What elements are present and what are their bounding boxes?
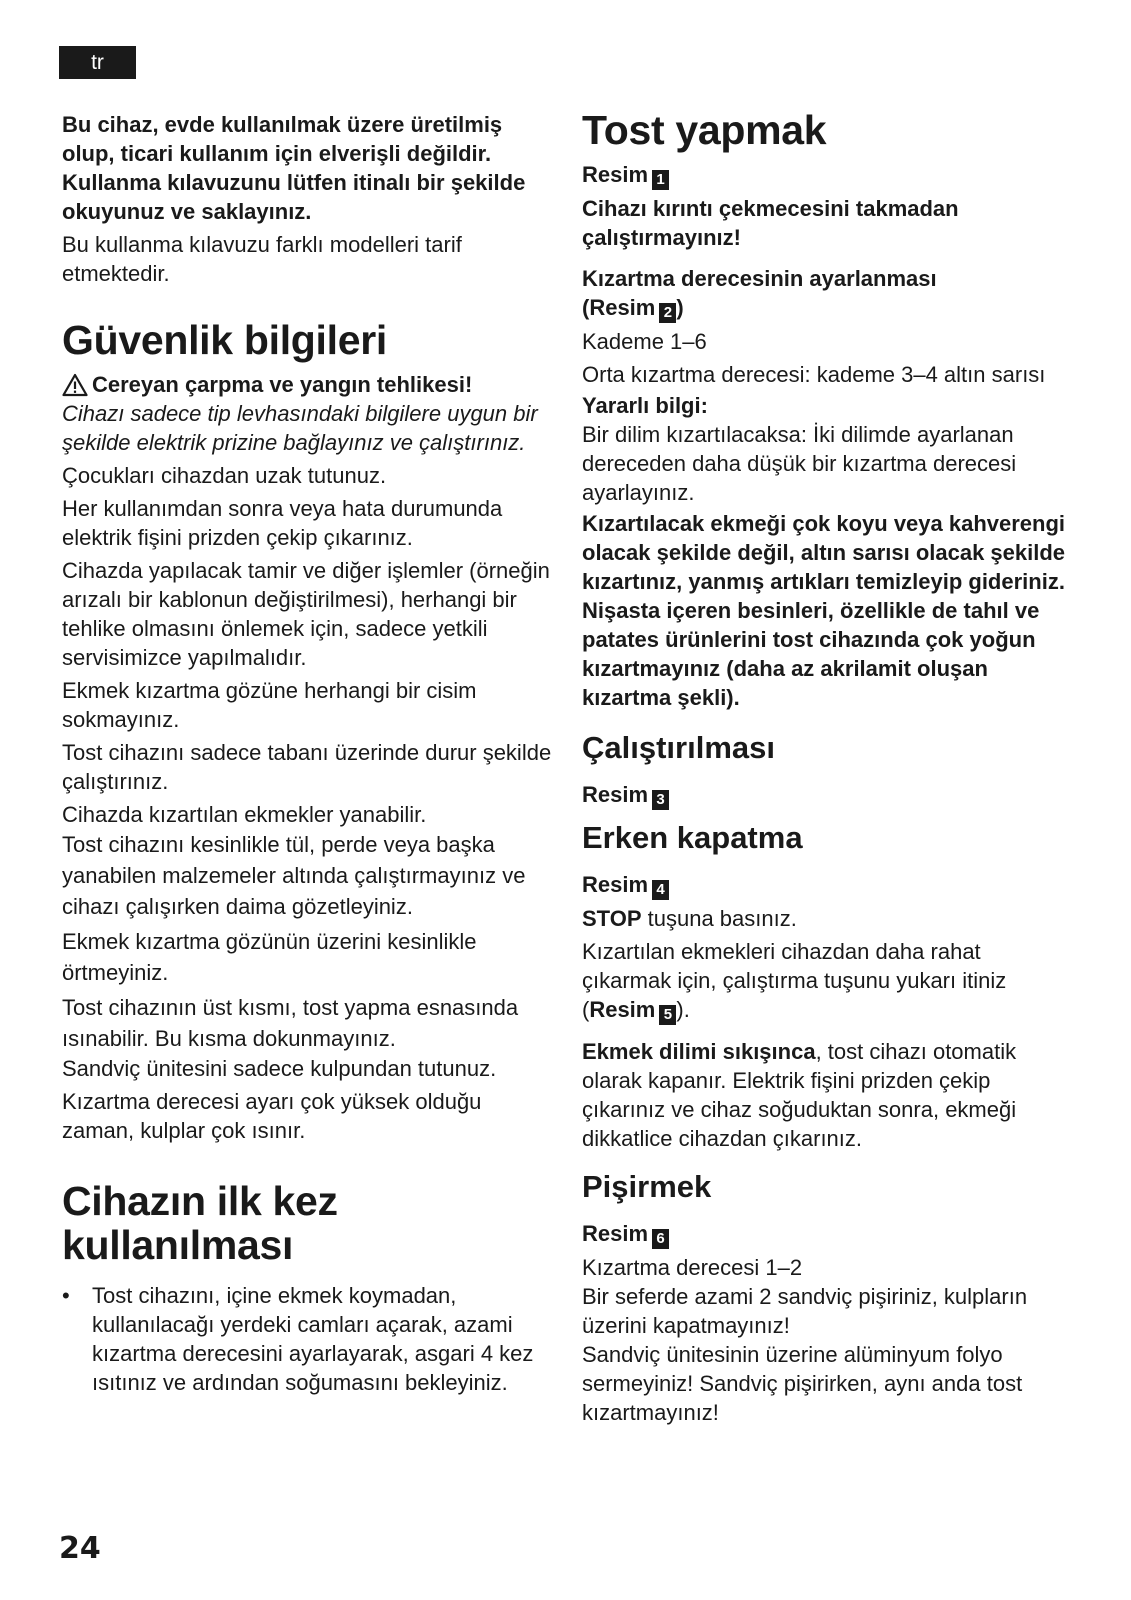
safety-item: Cihazda yapılacak tamir ve diğer işlemler (örneğin arızalı bir kablonun değiştirilmesi), herhangi bir tehlike olmasını önlemek için, sadece yetkili servisimizce yapılmalıdır. xyxy=(62,558,550,670)
intro-text: Bu kullanma kılavuzu farklı modelleri tarif etmektedir. xyxy=(62,232,462,286)
right-column xyxy=(582,107,1072,1427)
safety-item: Ekmek kızartma gözünün üzerini kesinlikle örtmeyiniz. xyxy=(62,929,477,985)
safety-item: Her kullanımdan sonra veya hata durumunda elektrik fişini prizden çekip çıkarınız. xyxy=(62,496,503,550)
warning-triangle-icon xyxy=(62,373,88,397)
bullet-icon: • xyxy=(62,1283,70,1308)
figure-number-badge: 5 xyxy=(659,1005,676,1025)
intro-bold: Bu cihaz, evde kullanılmak üzere üretilmiş olup, ticari kullanım için elverişli değildir. Kullanma kılavuzunu lütfen itinalı bir şekilde okuyunuz ve saklayınız. xyxy=(62,112,526,224)
first-use-bullet-text: Tost cihazını, içine ekmek koymadan, kullanılacağı yerdeki camları açarak, azami kızartma derecesini ayarlayarak, asgari 4 kez ısıtınız ve ardından soğumasını bekleyiniz. xyxy=(92,1283,534,1395)
cooking-heading: Pişirmek xyxy=(582,1169,712,1204)
page-number: 24 xyxy=(59,1531,101,1566)
warning-title: Cereyan çarpma ve yangın tehlikesi! xyxy=(92,372,473,397)
cooking-degree: Kızartma derecesi 1–2 xyxy=(582,1255,803,1280)
first-use-list xyxy=(62,1281,552,1397)
figure-ref-6: Resim 6 xyxy=(582,1219,1072,1249)
figure-ref-4: Resim 4 xyxy=(582,870,1072,900)
figure-number-badge: 3 xyxy=(652,790,669,810)
first-use-heading: Cihazın ilk kez kullanılması xyxy=(62,1178,338,1268)
figure-number-badge: 1 xyxy=(652,170,669,190)
crumb-warning: Cihazı kırıntı çekmecesini takmadan çalıştırmayınız! xyxy=(582,196,959,250)
left-column xyxy=(62,110,552,1397)
level-range: Kademe 1–6 xyxy=(582,329,707,354)
medium-degree: Orta kızartma derecesi: kademe 3–4 altın sarısı xyxy=(582,362,1046,387)
degree-heading: Kızartma derecesinin ayarlanması (Resim 2 ) xyxy=(582,266,937,321)
language-tab: tr xyxy=(59,46,136,79)
warning-title-row xyxy=(62,370,552,399)
safety-item: Tost cihazının üst kısmı, tost yapma esnasında ısınabilir. Bu kısma dokunmayınız. xyxy=(62,995,519,1051)
toast-heading: Tost yapmak xyxy=(582,107,827,153)
early-off-heading: Erken kapatma xyxy=(582,820,803,855)
safety-heading: Güvenlik bilgileri xyxy=(62,317,387,363)
bold-warning: Kızartılacak ekmeği çok koyu veya kahverengi olacak şekilde değil, altın sarısı olacak şekilde kızartınız, yanmış artıkları temizleyip gideriniz. Nişasta içeren besinleri, özellikle de tahıl ve patates ürünlerini tost cihazında çok yoğun kızartmayınız (daha az akrilamit oluşan kızartma şekli). xyxy=(582,511,1066,710)
tip-title: Yararlı bilgi: xyxy=(582,393,708,418)
safety-item: Tost cihazını kesinlikle tül, perde veya başka yanabilen malzemeler altında çalıştırmayınız ve cihazı çalışırken daima gözetleyiniz. xyxy=(62,832,526,919)
figure-number-badge: 4 xyxy=(652,880,669,900)
jam-text: Ekmek dilimi sıkışınca, tost cihazı otomatik olarak kapanır. Elektrik fişini prizden çekip çıkarınız ve cihaz soğuduktan sonra, ekmeği dikkatlice cihazdan çıkarınız. xyxy=(582,1039,1017,1151)
figure-number-badge: 6 xyxy=(652,1229,669,1249)
warning-italic: Cihazı sadece tip levhasındaki bilgilere uygun bir şekilde elektrik prizine bağlayınız ve çalıştırınız. xyxy=(62,401,538,455)
safety-item: Çocukları cihazdan uzak tutunuz. xyxy=(62,463,387,488)
figure-ref-3: Resim 3 xyxy=(582,780,1072,810)
remove-text: Kızartılan ekmekleri cihazdan daha rahat çıkarmak için, çalıştırma tuşunu yukarı itiniz (Resim 5 ). xyxy=(582,939,1007,1023)
cooking-foil: Sandviç ünitesinin üzerine alüminyum folyo sermeyiniz! Sandviç pişirirken, aynı anda tost kızartmayınız! xyxy=(582,1342,1023,1425)
safety-item: Tost cihazını sadece tabanı üzerinde durur şekilde çalıştırınız. xyxy=(62,740,552,794)
stop-instruction: STOP tuşuna basınız. xyxy=(582,906,797,931)
list-item xyxy=(62,1281,552,1397)
operation-heading: Çalıştırılması xyxy=(582,730,775,765)
figure-ref-1: Resim 1 xyxy=(582,160,1072,190)
tip-text: Bir dilim kızartılacaksa: İki dilimde ayarlanan dereceden daha düşük bir kızartma derecesi ayarlayınız. xyxy=(582,422,1017,505)
safety-item: Sandviç ünitesini sadece kulpundan tutunuz. xyxy=(62,1056,497,1081)
figure-number-badge: 2 xyxy=(659,303,676,323)
safety-item: Ekmek kızartma gözüne herhangi bir cisim sokmayınız. xyxy=(62,678,477,732)
safety-item: Kızartma derecesi ayarı çok yüksek olduğu zaman, kulplar çok ısınır. xyxy=(62,1089,482,1143)
safety-item: Cihazda kızartılan ekmekler yanabilir. xyxy=(62,802,427,827)
cooking-max: Bir seferde azami 2 sandviç pişiriniz, kulpların üzerini kapatmayınız! xyxy=(582,1284,1028,1338)
